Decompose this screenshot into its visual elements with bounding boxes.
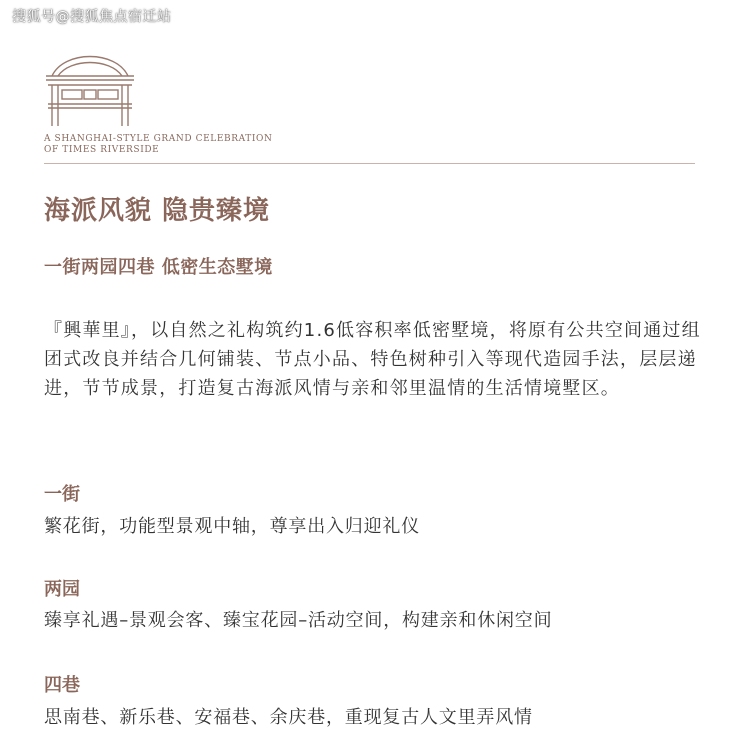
watermark: 搜狐号@搜狐焦点宿迁站 [12,9,172,25]
pavilion-building-icon [44,52,136,132]
section-text-lanes: 思南巷、新乐巷、安福巷、余庆巷，重现复古人文里弄风情 [44,707,533,728]
section-text-street: 繁花街，功能型景观中轴，尊享出入归迎礼仪 [44,516,420,537]
section-text-gardens: 臻享礼遇–景观会客、臻宝花园–活动空间，构建亲和休闲空间 [44,610,553,631]
section-heading-gardens: 两园 [44,579,80,600]
intro-paragraph: 『興華里』，以自然之礼构筑约1.6低容积率低密墅境，将原有公共空间通过组团式改良并结合几何铺装、节点小品、特色树种引入等现代造园手法，层层递进，节节成景，打造复古海派风情与亲和邻里温情的生活情境墅区。 [44,320,701,399]
section-heading-street: 一街 [44,484,80,505]
divider [44,163,695,164]
tagline-line-2: OF TIMES RIVERSIDE [44,145,160,155]
tagline [44,134,272,156]
tagline-line-1: A SHANGHAI-STYLE GRAND CELEBRATION [44,134,273,144]
subtitle: 一街两园四巷 低密生态墅境 [44,257,273,278]
page-title: 海派风貌 隐贵臻境 [44,196,271,226]
section-heading-lanes: 四巷 [44,675,80,696]
